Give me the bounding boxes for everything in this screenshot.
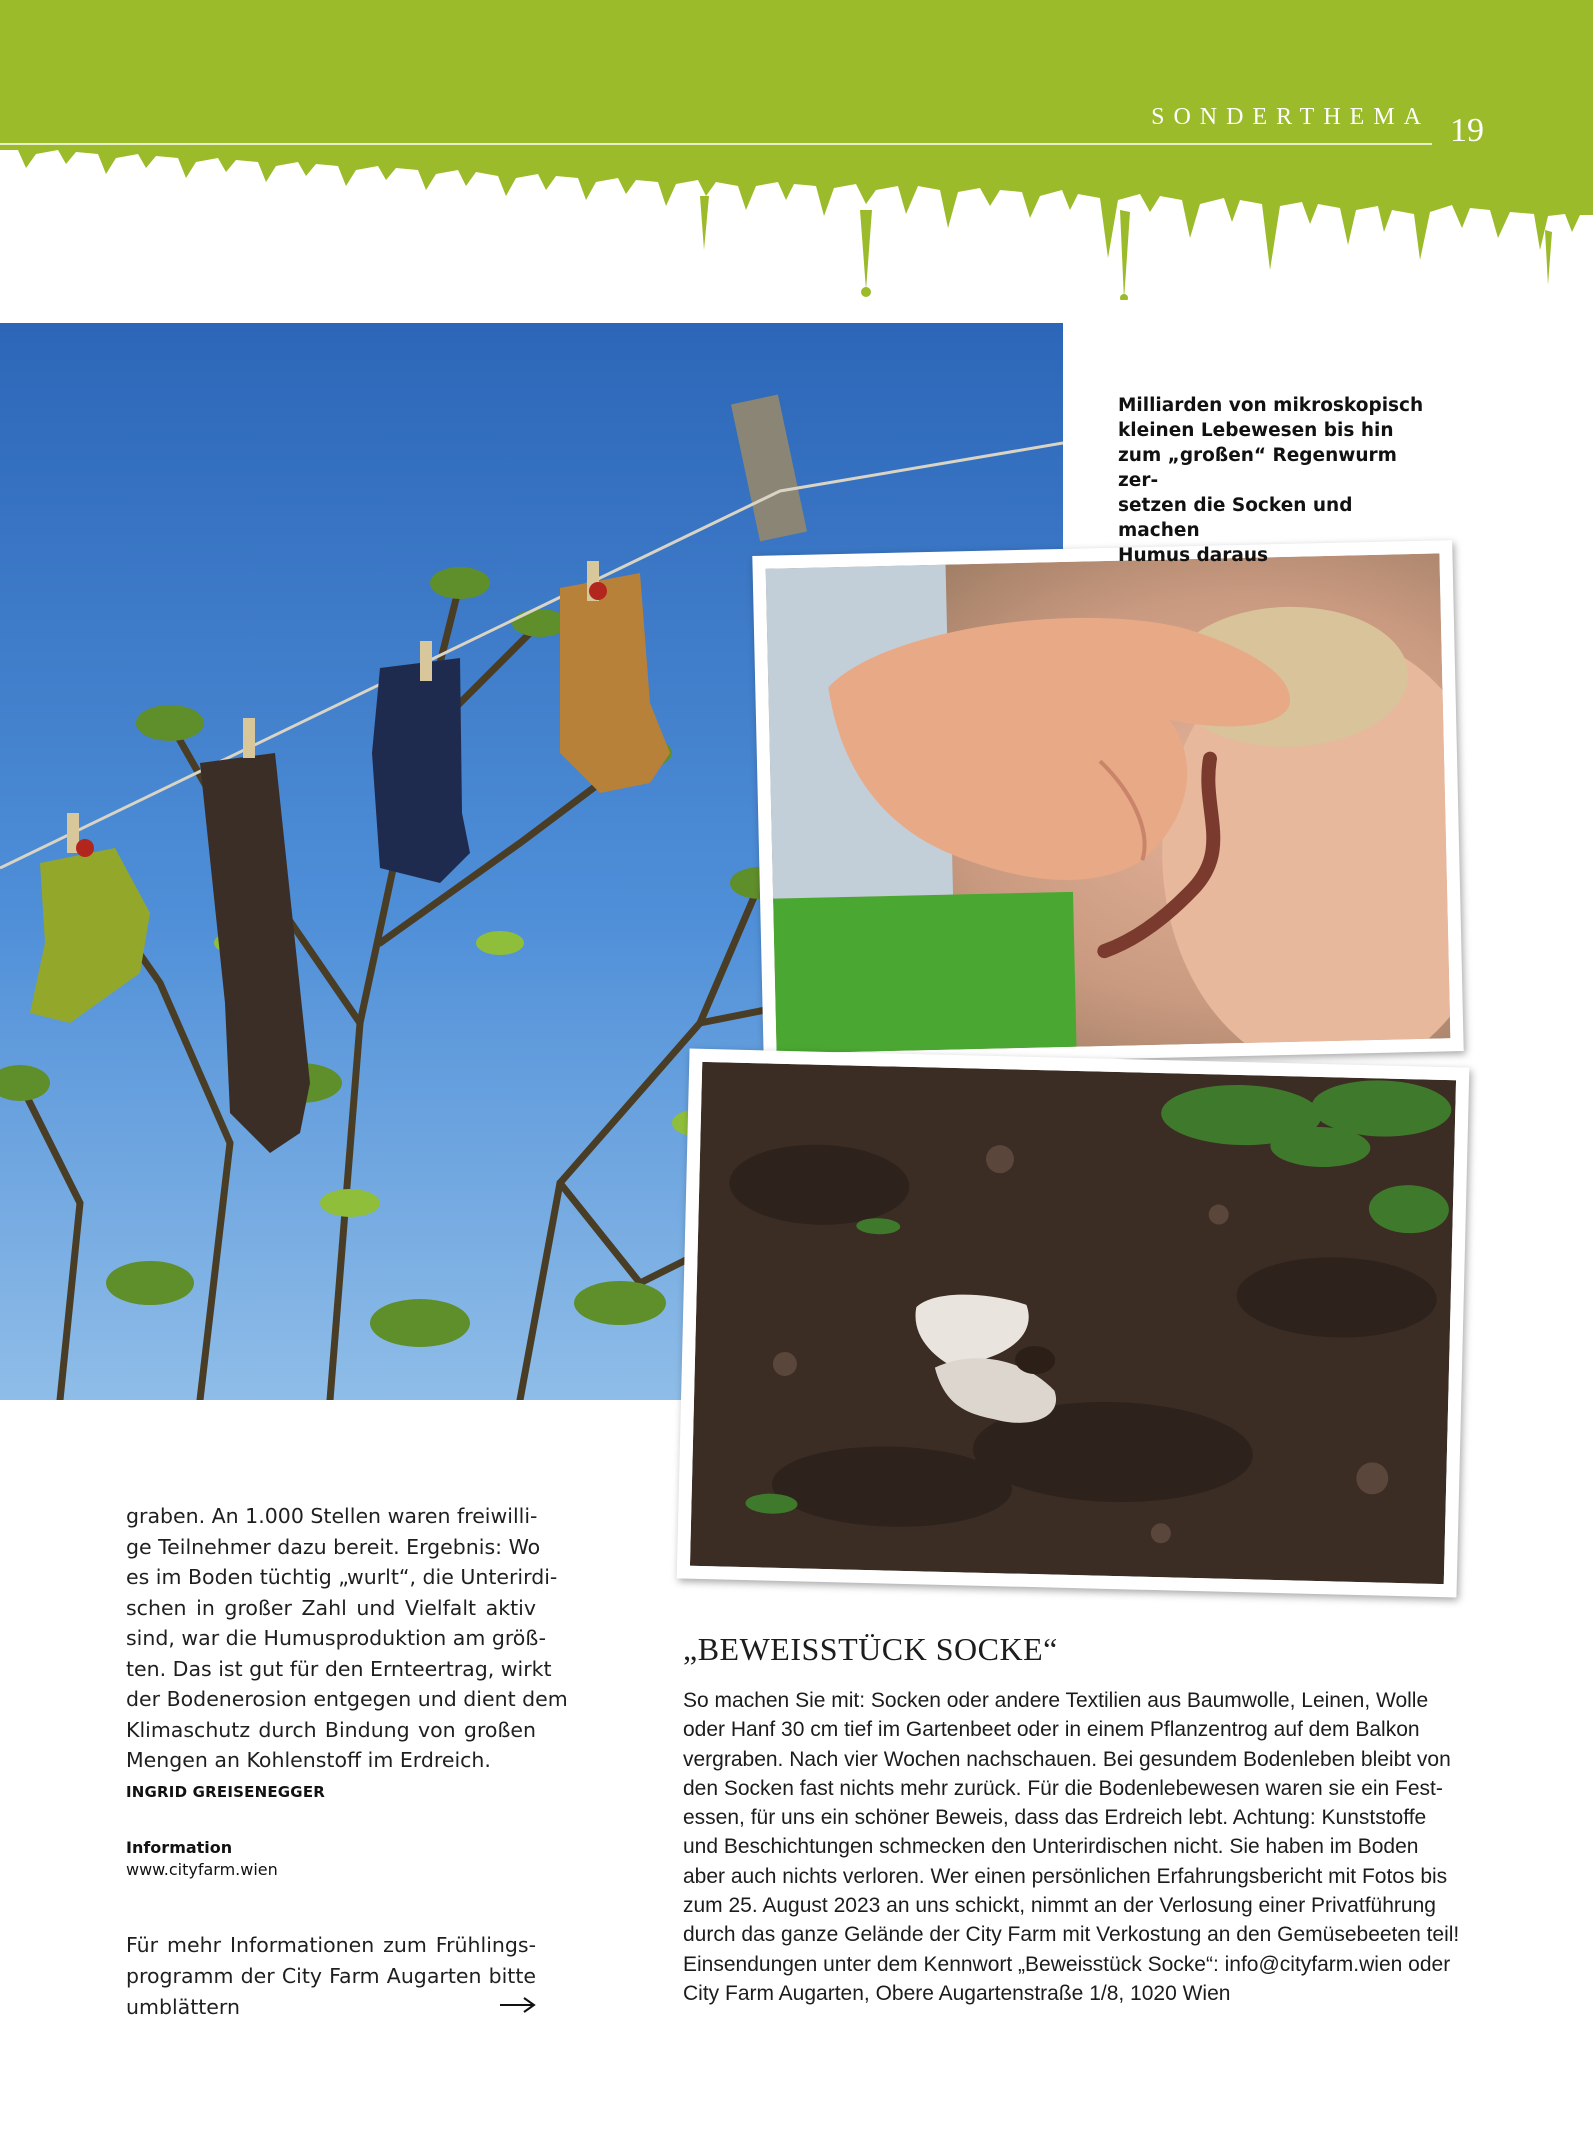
photo-caption bbox=[1118, 393, 1428, 568]
arrow-right-icon bbox=[500, 1995, 536, 2015]
box-line: und Beschichtungen schmecken den Unterirdischen nicht. Sie haben im Boden bbox=[683, 1835, 1419, 1859]
box-line: den Socken fast nichts mehr zurück. Für die Bodenlebewesen waren sie ein Fest- bbox=[683, 1776, 1443, 1800]
section-label: SONDERTHEMA bbox=[1151, 104, 1430, 130]
caption-line: kleinen Lebewesen bis hin bbox=[1118, 420, 1394, 441]
page-number: 19 bbox=[1450, 112, 1484, 149]
caption-line: Milliarden von mikroskopisch bbox=[1118, 395, 1424, 416]
green-drip-banner bbox=[0, 0, 1593, 300]
header-banner bbox=[0, 0, 1593, 300]
box-line: So machen Sie mit: Socken oder andere Textilien aus Baumwolle, Leinen, Wolle bbox=[683, 1689, 1429, 1712]
article-line: sind, war die Humusproduktion am größ- bbox=[126, 1626, 547, 1650]
article-line: Klimaschutz durch Bindung von großen bbox=[126, 1717, 536, 1742]
teaser-line: programm der City Farm Augarten bitte bbox=[126, 1964, 536, 1988]
box-line: oder Hanf 30 cm tief im Gartenbeet oder in einem Pflanzentrog auf dem Balkon bbox=[683, 1718, 1420, 1742]
caption-line: zum „großen“ Regenwurm zer- bbox=[1118, 445, 1397, 491]
info-heading: Information bbox=[126, 1838, 233, 1857]
box-line: essen, für uns ein schöner Beweis, dass das Erdreich lebt. Achtung: Kunststoffe bbox=[683, 1806, 1427, 1830]
caption-line: Humus daraus bbox=[1118, 545, 1269, 566]
box-line: vergraben. Nach vier Wochen nachschauen. Bei gesundem Bodenleben bleibt von bbox=[683, 1747, 1451, 1771]
box-line: zum 25. August 2023 an uns schickt, nimmt an der Verlosung einer Privatführung bbox=[683, 1894, 1436, 1918]
article-line: ge Teilnehmer dazu bereit. Ergebnis: Wo bbox=[126, 1534, 541, 1559]
author-byline: INGRID GREISENEGGER bbox=[126, 1783, 326, 1801]
box-line: aber auch nichts verloren. Wer einen persönlichen Erfahrungsbericht mit Fotos bis bbox=[683, 1864, 1448, 1888]
article-line: es im Boden tüchtig „wurlt“, die Unterirdi- bbox=[126, 1565, 558, 1589]
photo-socks-in-soil bbox=[677, 1049, 1470, 1598]
caption-line: setzen die Socken und machen bbox=[1118, 495, 1353, 541]
article-line: Mengen an Kohlenstoff im Erdreich. bbox=[126, 1748, 491, 1772]
box-line: durch das ganze Gelände der City Farm mit Verkostung an den Gemüsebeeten teil! bbox=[683, 1923, 1460, 1947]
box-title: „BEWEISSTÜCK SOCKE“ bbox=[683, 1631, 1058, 1667]
box-line: City Farm Augarten, Obere Augartenstraße 1/8, 1020 Wien bbox=[683, 1981, 1231, 2005]
photo-child-with-worm bbox=[752, 540, 1463, 1067]
box-line: Einsendungen unter dem Kennwort „Beweisstück Socke“: info@cityfarm.wien oder bbox=[683, 1952, 1451, 1976]
article-line: graben. An 1.000 Stellen waren freiwilli- bbox=[126, 1504, 538, 1528]
teaser-text bbox=[126, 1930, 536, 2023]
article-line: ten. Das ist gut für den Ernteertrag, wirkt bbox=[126, 1656, 552, 1681]
article-line: der Bodenerosion entgegen und dient dem bbox=[126, 1687, 568, 1711]
article-line: schen in großer Zahl und Vielfalt aktiv bbox=[126, 1595, 536, 1620]
teaser-line: Für mehr Informationen zum Frühlings- bbox=[126, 1933, 536, 1957]
info-url-link[interactable]: www.cityfarm.wien bbox=[126, 1860, 278, 1879]
article-body bbox=[126, 1501, 568, 1776]
box-body bbox=[683, 1686, 1460, 2008]
teaser-line: umblättern bbox=[126, 1995, 240, 2019]
